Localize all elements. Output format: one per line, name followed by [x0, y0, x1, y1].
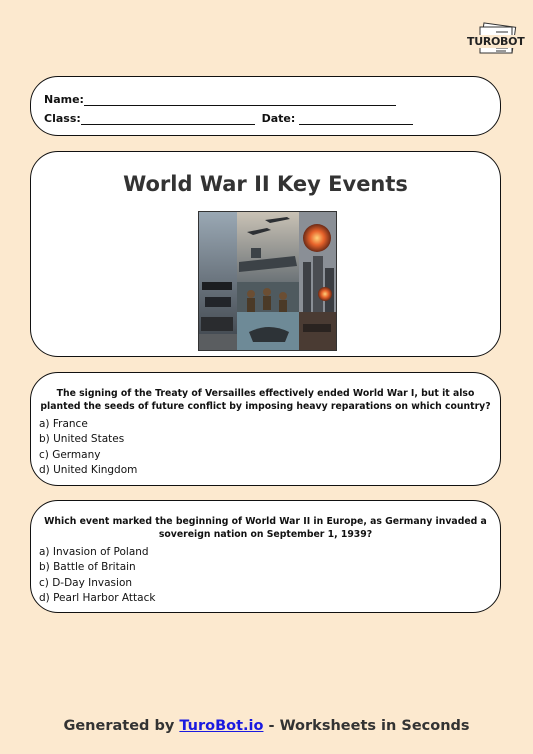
- answer-option[interactable]: a) France: [39, 418, 88, 430]
- footer: [0, 718, 533, 734]
- question-card-2: [30, 500, 501, 613]
- answer-options: [39, 545, 155, 607]
- class-date-row: [44, 112, 413, 125]
- class-label: Class:: [44, 112, 81, 125]
- answer-option[interactable]: b) United States: [39, 433, 125, 446]
- answer-option[interactable]: b) Battle of Britain: [39, 561, 136, 574]
- class-field[interactable]: [81, 112, 255, 125]
- answer-options: [39, 417, 137, 479]
- name-label: Name:: [44, 93, 84, 106]
- name-field[interactable]: [84, 93, 396, 106]
- ww2-collage-image: [198, 211, 337, 351]
- answer-option[interactable]: a) Invasion of Poland: [39, 546, 149, 558]
- footer-suffix: - Worksheets in Seconds: [263, 718, 470, 734]
- question-text: The signing of the Treaty of Versailles effectively ended World War I, but it also planted the seeds of future conflict by imposing heavy reparations on which country?: [40, 388, 491, 412]
- answer-option[interactable]: d) United Kingdom: [39, 464, 138, 477]
- logo-text: TUROBOT: [467, 35, 525, 48]
- turobot-link[interactable]: TuroBot.io: [179, 718, 264, 734]
- worksheet-title: World War II Key Events: [123, 172, 408, 196]
- turobot-logo: [462, 22, 525, 62]
- question-text: Which event marked the beginning of World War II in Europe, as Germany invaded a sovereign nation on September 1, 1939?: [44, 516, 487, 540]
- name-row: [44, 93, 396, 106]
- answer-option[interactable]: d) Pearl Harbor Attack: [39, 592, 156, 605]
- date-field[interactable]: [299, 112, 413, 125]
- answer-option[interactable]: c) Germany: [39, 448, 101, 461]
- footer-prefix: Generated by: [63, 718, 180, 734]
- question-card-1: [30, 372, 501, 486]
- title-card: [30, 151, 501, 357]
- student-info-card: [30, 76, 501, 136]
- date-label: Date:: [261, 112, 296, 125]
- answer-option[interactable]: c) D-Day Invasion: [39, 576, 133, 589]
